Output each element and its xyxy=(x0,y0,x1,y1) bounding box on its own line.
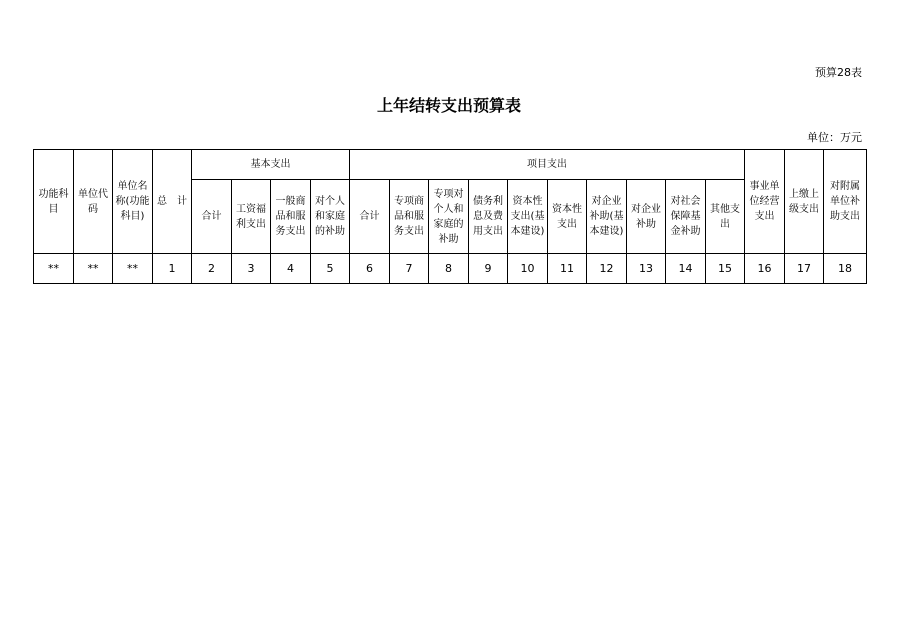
index-cell: ** xyxy=(74,254,113,284)
index-cell: 5 xyxy=(311,254,350,284)
header-basic-wages: 工资福利支出 xyxy=(232,180,271,254)
header-project-goods-services: 专项商品和服务支出 xyxy=(390,180,429,254)
header-enterprise-operation: 事业单位经营支出 xyxy=(745,150,785,254)
index-cell: 18 xyxy=(824,254,867,284)
header-project-household-subsidy: 专项对个人和家庭的补助 xyxy=(429,180,469,254)
header-project-capital: 资本性支出 xyxy=(548,180,587,254)
unit-label: 单位：万元 xyxy=(807,131,862,144)
header-basic-household-subsidy: 对个人和家庭的补助 xyxy=(311,180,350,254)
index-cell: 14 xyxy=(666,254,706,284)
header-project-capital-construction: 资本性支出(基本建设) xyxy=(508,180,548,254)
index-cell: 9 xyxy=(469,254,508,284)
index-cell: 4 xyxy=(271,254,311,284)
header-project-enterprise-subsidy: 对企业补助 xyxy=(627,180,666,254)
index-cell: 6 xyxy=(350,254,390,284)
index-cell: 15 xyxy=(706,254,745,284)
budget-table xyxy=(33,149,867,284)
page-title: 上年结转支出预算表 xyxy=(376,96,521,115)
header-project-expenditure: 项目支出 xyxy=(350,150,745,180)
header-basic-total: 合计 xyxy=(192,180,232,254)
index-row xyxy=(34,254,867,284)
index-cell: 13 xyxy=(627,254,666,284)
index-cell: 8 xyxy=(429,254,469,284)
index-cell: 12 xyxy=(587,254,627,284)
index-cell: ** xyxy=(34,254,74,284)
header-project-enterprise-construction: 对企业补助(基本建设) xyxy=(587,180,627,254)
index-cell: 2 xyxy=(192,254,232,284)
page-code: 预算28表 xyxy=(815,66,862,79)
index-cell: 16 xyxy=(745,254,785,284)
index-cell: 3 xyxy=(232,254,271,284)
header-row-1 xyxy=(34,150,867,180)
header-project-total: 合计 xyxy=(350,180,390,254)
index-cell: 1 xyxy=(153,254,192,284)
header-unit-code: 单位代码 xyxy=(74,150,113,254)
header-unit-name: 单位名称(功能科目) xyxy=(113,150,153,254)
header-basic-goods-services: 一般商品和服务支出 xyxy=(271,180,311,254)
index-cell: ** xyxy=(113,254,153,284)
index-cell: 7 xyxy=(390,254,429,284)
header-project-debt-interest: 债务利息及费用支出 xyxy=(469,180,508,254)
header-func-subject: 功能科目 xyxy=(34,150,74,254)
header-project-other: 其他支出 xyxy=(706,180,745,254)
index-cell: 11 xyxy=(548,254,587,284)
header-basic-expenditure: 基本支出 xyxy=(192,150,350,180)
header-project-social-security: 对社会保障基金补助 xyxy=(666,180,706,254)
header-upper-payment: 上缴上级支出 xyxy=(785,150,824,254)
index-cell: 17 xyxy=(785,254,824,284)
header-subsidiary-subsidy: 对附属单位补助支出 xyxy=(824,150,867,254)
header-total: 总 计 xyxy=(153,150,192,254)
index-cell: 10 xyxy=(508,254,548,284)
